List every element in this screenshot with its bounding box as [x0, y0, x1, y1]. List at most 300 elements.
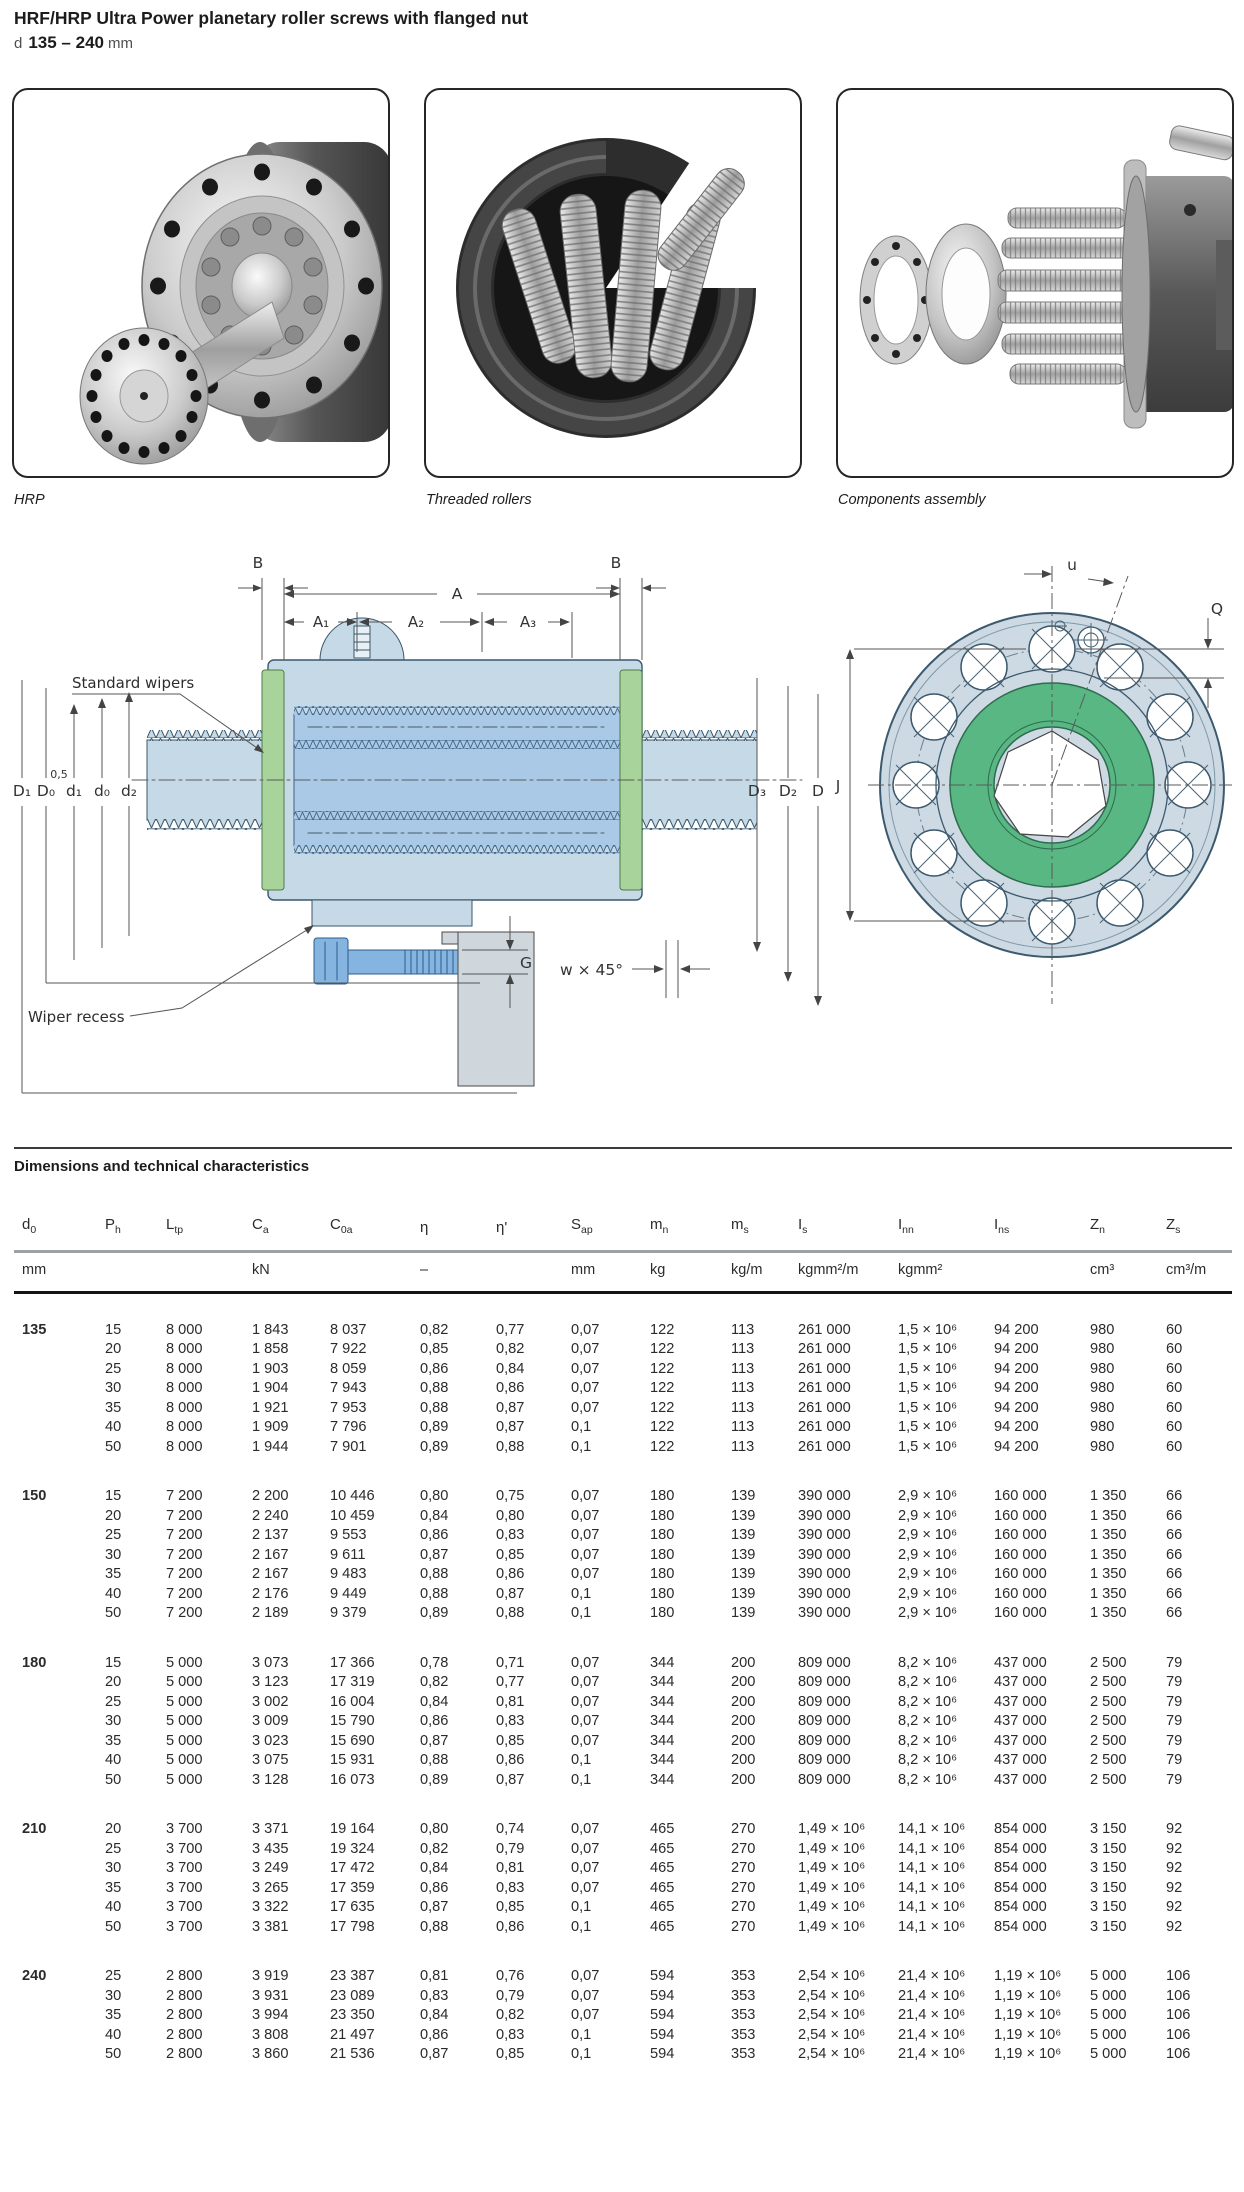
hrp-photo-illustration [14, 90, 388, 476]
data-cell: 2 500 [1090, 1752, 1127, 1768]
data-cell: 122 [650, 1341, 675, 1357]
wiper-recess-annotation [28, 925, 314, 1026]
d0-cell [14, 1507, 97, 1527]
dim-label-d0: d₀ [93, 782, 111, 800]
data-cell: 21,4 × 10⁶ [898, 2046, 966, 2062]
data-cell: 60 [1166, 1380, 1183, 1396]
dim-label-d1: d₁ [65, 782, 83, 800]
data-cell: 0,86 [420, 1527, 449, 1543]
data-cell: 0,79 [496, 1987, 525, 2004]
data-cell: 854 000 [994, 1918, 1047, 1935]
data-cell: 94 200 [994, 1399, 1039, 1416]
data-cell: 106 [1166, 2046, 1191, 2062]
data-cell: 79 [1166, 1732, 1183, 1749]
data-cell: 0,80 [496, 1507, 525, 1524]
data-cell: 7 200 [166, 1546, 203, 1563]
dim-label-d2: d₂ [120, 782, 138, 800]
data-cell: 980 [1090, 1341, 1115, 1357]
data-cell: 0,89 [420, 1419, 449, 1435]
flange-ring [860, 236, 932, 364]
data-cell: 14,1 × 10⁶ [898, 1860, 966, 1876]
data-cell: 139 [731, 1507, 756, 1524]
data-cell: 113 [731, 1380, 755, 1396]
data-cell: 0,87 [420, 1899, 449, 1915]
data-cell: 0,81 [496, 1860, 525, 1876]
data-cell: 2 500 [1090, 1654, 1127, 1671]
photo-caption-hrp: HRP [14, 492, 45, 508]
data-cell: 21,4 × 10⁶ [898, 1968, 966, 1984]
data-cell: 1,19 × 10⁶ [994, 1987, 1062, 2004]
data-cell: 0,78 [420, 1654, 449, 1671]
table-row [14, 1712, 1232, 1732]
data-cell: 9 553 [330, 1527, 367, 1543]
dim-label-b-right: B [610, 554, 622, 572]
data-cell: 60 [1166, 1438, 1183, 1455]
photo-caption-components-assembly: Components assembly [838, 492, 986, 508]
data-cell: 7 943 [330, 1380, 367, 1396]
data-cell: 261 000 [798, 1438, 851, 1455]
data-cell: 0,89 [420, 1438, 449, 1455]
data-cell: 5 000 [1090, 2026, 1127, 2043]
data-cell: 180 [650, 1605, 675, 1621]
table-row [14, 1526, 1232, 1546]
data-cell: 2,9 × 10⁶ [898, 1605, 958, 1621]
section-divider [14, 1147, 1232, 1149]
data-cell: 3 381 [252, 1918, 289, 1935]
data-cell: 0,88 [420, 1752, 449, 1768]
data-cell: 30 [105, 1987, 122, 2004]
roller-set [998, 208, 1132, 384]
data-cell: 8,2 × 10⁶ [898, 1674, 958, 1690]
data-cell: 1,5 × 10⁶ [898, 1360, 958, 1377]
table-section-title: Dimensions and technical characteristics [14, 1158, 310, 1175]
data-cell: 594 [650, 2007, 675, 2023]
data-cell: 0,07 [571, 1507, 600, 1524]
data-cell: 160 000 [994, 1566, 1047, 1582]
table-row [14, 1693, 1232, 1713]
data-cell: 139 [731, 1605, 756, 1621]
dim-label-a2: A₂ [407, 613, 425, 631]
data-cell: 10 446 [330, 1488, 375, 1504]
data-cell: 3 150 [1090, 1899, 1127, 1915]
table-row [14, 1487, 1232, 1507]
column-header: $d_0$ [22, 1216, 37, 1236]
data-cell: 0,83 [496, 1879, 525, 1896]
dimensions-table [14, 1206, 1232, 2065]
table-row [14, 1771, 1232, 1791]
data-cell: 344 [650, 1713, 675, 1729]
data-cell: 344 [650, 1752, 675, 1768]
data-cell: 15 931 [330, 1752, 375, 1768]
data-cell: 437 000 [994, 1771, 1047, 1788]
data-cell: 0,82 [420, 1674, 449, 1690]
data-cell: 980 [1090, 1419, 1115, 1435]
data-cell: 5 000 [1090, 2046, 1127, 2062]
dimension-lines-right [753, 678, 822, 1006]
data-cell: 5 000 [1090, 2007, 1127, 2023]
diameter-unit: mm [107, 35, 133, 52]
product-photo-threaded-rollers [424, 88, 802, 478]
data-cell: 3 700 [166, 1840, 203, 1857]
data-cell: 0,84 [420, 1860, 449, 1876]
size-group-240 [14, 1967, 1232, 2065]
d0-cell [14, 2045, 97, 2065]
data-cell: 344 [650, 1654, 675, 1671]
dim-label-D0-sup: 0,5 [50, 768, 68, 781]
data-cell: 94 200 [994, 1321, 1039, 1338]
svg-text:Wiper recess: Wiper recess [28, 1008, 125, 1026]
data-cell: 0,88 [496, 1438, 525, 1455]
data-cell: 92 [1166, 1840, 1183, 1857]
data-cell: 261 000 [798, 1321, 851, 1338]
carrier-ring [926, 224, 1006, 364]
data-cell: 0,86 [496, 1380, 525, 1396]
data-cell: 50 [105, 1438, 122, 1455]
data-cell: 1 921 [252, 1399, 289, 1416]
data-cell: 40 [105, 2026, 122, 2043]
table-row [14, 1399, 1232, 1419]
data-cell: 5 000 [166, 1693, 203, 1710]
data-cell: 21 536 [330, 2046, 375, 2062]
data-cell: 1,5 × 10⁶ [898, 1380, 958, 1396]
data-cell: 0,07 [571, 1399, 600, 1416]
data-cell: 106 [1166, 2007, 1191, 2023]
data-cell: 2,54 × 10⁶ [798, 2026, 866, 2043]
data-cell: 40 [105, 1752, 122, 1768]
data-cell: 7 200 [166, 1585, 203, 1602]
data-cell: 0,07 [571, 1527, 600, 1543]
data-cell: 0,71 [496, 1654, 525, 1671]
column-header: $L_{tp}$ [166, 1216, 184, 1236]
data-cell: 21,4 × 10⁶ [898, 2007, 966, 2023]
data-cell: 0,84 [420, 1693, 449, 1710]
unit-label: kg/m [731, 1261, 763, 1278]
data-cell: 3 700 [166, 1821, 203, 1837]
data-cell: 0,1 [571, 1918, 592, 1935]
data-cell: 30 [105, 1713, 122, 1729]
data-cell: 8,2 × 10⁶ [898, 1713, 958, 1729]
data-cell: 0,07 [571, 1360, 600, 1377]
data-cell: 0,1 [571, 1605, 592, 1621]
data-cell: 2 500 [1090, 1693, 1127, 1710]
data-cell: 16 004 [330, 1693, 375, 1710]
d0-cell [14, 1604, 97, 1624]
unit-label: kN [252, 1261, 270, 1278]
size-group-150 [14, 1487, 1232, 1624]
data-cell: 0,89 [420, 1771, 449, 1788]
data-cell: 3 075 [252, 1752, 289, 1768]
d0-cell [14, 1546, 97, 1566]
data-cell: 0,1 [571, 1585, 592, 1602]
data-cell: 50 [105, 1605, 122, 1621]
data-cell: 160 000 [994, 1527, 1047, 1543]
svg-text:J: J [835, 777, 841, 795]
data-cell: 465 [650, 1918, 675, 1935]
data-cell: 0,83 [496, 1527, 525, 1543]
data-cell: 0,1 [571, 1899, 592, 1915]
data-cell: 270 [731, 1899, 756, 1915]
data-cell: 0,87 [496, 1585, 525, 1602]
data-cell: 5 000 [1090, 1987, 1127, 2004]
unit-label [488, 1262, 563, 1282]
data-cell: 3 150 [1090, 1860, 1127, 1876]
d0-cell [14, 1340, 97, 1360]
svg-text:G: G [520, 954, 533, 972]
d0-cell: 150 [22, 1488, 47, 1504]
data-cell: 139 [731, 1546, 756, 1563]
data-cell: 353 [731, 1968, 756, 1984]
data-cell: 1 858 [252, 1341, 289, 1357]
data-cell: 23 387 [330, 1968, 375, 1984]
data-cell: 30 [105, 1380, 122, 1396]
unit-label: mm [22, 1261, 47, 1278]
table-row [14, 2045, 1232, 2065]
data-cell: 2 137 [252, 1527, 289, 1543]
data-cell: 7 200 [166, 1566, 203, 1582]
data-cell: 200 [731, 1771, 756, 1788]
d0-cell [14, 2026, 97, 2046]
data-cell: 25 [105, 1693, 122, 1710]
data-cell: 3 860 [252, 2046, 289, 2062]
data-cell: 344 [650, 1732, 675, 1749]
data-cell: 980 [1090, 1321, 1115, 1338]
data-cell: 7 200 [166, 1488, 203, 1504]
data-cell: 3 700 [166, 1918, 203, 1935]
d0-cell [14, 1379, 97, 1399]
data-cell: 0,80 [420, 1488, 449, 1504]
data-cell: 1 903 [252, 1360, 289, 1377]
table-row [14, 1967, 1232, 1987]
data-cell: 854 000 [994, 1899, 1047, 1915]
data-cell: 809 000 [798, 1654, 851, 1671]
data-cell: 79 [1166, 1654, 1183, 1671]
data-cell: 0,76 [496, 1968, 525, 1984]
data-cell: 809 000 [798, 1674, 851, 1690]
data-cell: 15 [105, 1488, 122, 1504]
data-cell: 3 322 [252, 1899, 289, 1915]
data-cell: 8 000 [166, 1360, 203, 1377]
mounting-bolt [314, 938, 458, 984]
data-cell: 390 000 [798, 1585, 851, 1602]
table-row [14, 2026, 1232, 2046]
data-cell: 14,1 × 10⁶ [898, 1840, 966, 1857]
d0-cell [14, 1693, 97, 1713]
data-cell: 344 [650, 1674, 675, 1690]
data-cell: 7 200 [166, 1605, 203, 1621]
data-cell: 8 037 [330, 1321, 367, 1338]
data-cell: 353 [731, 2026, 756, 2043]
data-cell: 7 922 [330, 1341, 367, 1357]
data-cell: 353 [731, 1987, 756, 2004]
data-cell: 19 324 [330, 1840, 375, 1857]
data-cell: 2 176 [252, 1585, 289, 1602]
data-cell: 79 [1166, 1674, 1183, 1690]
data-cell: 1,49 × 10⁶ [798, 1840, 866, 1857]
data-cell: 35 [105, 2007, 122, 2023]
data-cell: 7 953 [330, 1399, 367, 1416]
data-cell: 437 000 [994, 1693, 1047, 1710]
diameter-range: 135 – 240 [28, 33, 104, 52]
data-cell: 0,07 [571, 1987, 600, 2004]
data-cell: 20 [105, 1341, 122, 1357]
data-cell: 23 350 [330, 2007, 375, 2023]
data-cell: 160 000 [994, 1585, 1047, 1602]
data-cell: 106 [1166, 2026, 1191, 2043]
d0-cell [14, 1673, 97, 1693]
data-cell: 0,07 [571, 2007, 600, 2023]
data-cell: 1,49 × 10⁶ [798, 1918, 866, 1935]
data-cell: 353 [731, 2007, 756, 2023]
d0-cell [14, 1771, 97, 1791]
data-cell: 5 000 [166, 1732, 203, 1749]
data-cell: 66 [1166, 1546, 1183, 1563]
unit-label [158, 1262, 244, 1282]
data-cell: 160 000 [994, 1605, 1047, 1621]
components-assembly-illustration [838, 90, 1234, 476]
data-cell: 21,4 × 10⁶ [898, 1987, 966, 2004]
data-cell: 66 [1166, 1566, 1183, 1582]
data-cell: 0,85 [496, 1899, 525, 1915]
column-header: $m_s$ [731, 1216, 749, 1236]
data-cell: 180 [650, 1546, 675, 1563]
data-cell: 1 904 [252, 1380, 289, 1396]
data-cell: 15 [105, 1321, 122, 1338]
data-cell: 50 [105, 1918, 122, 1935]
data-cell: 0,86 [420, 1360, 449, 1377]
data-cell: 1,5 × 10⁶ [898, 1321, 958, 1338]
data-cell: 0,07 [571, 1341, 600, 1357]
data-cell: 106 [1166, 1987, 1191, 2004]
data-cell: 122 [650, 1380, 675, 1396]
data-cell: 0,88 [420, 1399, 449, 1416]
threaded-rollers-illustration [426, 90, 800, 476]
data-cell: 5 000 [166, 1771, 203, 1788]
data-cell: 2 167 [252, 1566, 289, 1582]
data-cell: 40 [105, 1899, 122, 1915]
data-cell: 5 000 [166, 1713, 203, 1729]
table-row [14, 1673, 1232, 1693]
unit-label: kgmm²/m [798, 1261, 859, 1278]
unit-label: kgmm² [898, 1261, 943, 1278]
data-cell: 2,9 × 10⁶ [898, 1507, 958, 1524]
data-cell: 0,85 [496, 1546, 525, 1563]
d0-cell [14, 1360, 97, 1380]
data-cell: 0,88 [420, 1380, 449, 1396]
data-cell: 7 200 [166, 1527, 203, 1543]
dim-label-b-left: B [252, 554, 264, 572]
data-cell: 270 [731, 1918, 756, 1935]
data-cell: 3 700 [166, 1879, 203, 1896]
data-cell: 79 [1166, 1693, 1183, 1710]
cross-section-view [132, 618, 802, 1086]
data-cell: 17 472 [330, 1860, 375, 1876]
data-cell: 3 700 [166, 1860, 203, 1876]
data-cell: 2 167 [252, 1546, 289, 1563]
data-cell: 0,86 [420, 1713, 449, 1729]
data-cell: 0,88 [420, 1566, 449, 1582]
data-cell: 261 000 [798, 1360, 851, 1377]
data-cell: 2 240 [252, 1507, 289, 1524]
data-cell: 2 189 [252, 1605, 289, 1621]
data-cell: 66 [1166, 1605, 1183, 1621]
data-cell: 1 350 [1090, 1527, 1127, 1543]
d0-cell [14, 1859, 97, 1879]
data-cell: 0,07 [571, 1488, 600, 1504]
data-cell: 60 [1166, 1399, 1183, 1416]
data-cell: 79 [1166, 1752, 1183, 1768]
data-cell: 2,54 × 10⁶ [798, 2007, 866, 2023]
unit-label: cm³/m [1166, 1261, 1207, 1278]
column-header: $S_{ap}$ [571, 1216, 593, 1236]
data-cell: 17 359 [330, 1879, 375, 1896]
data-cell: 0,87 [420, 1732, 449, 1749]
table-row [14, 1840, 1232, 1860]
data-cell: 3 435 [252, 1840, 289, 1857]
data-cell: 3 150 [1090, 1918, 1127, 1935]
data-cell: 2 500 [1090, 1674, 1127, 1690]
data-cell: 50 [105, 2046, 122, 2062]
data-cell: 437 000 [994, 1713, 1047, 1729]
data-cell: 0,88 [420, 1918, 449, 1935]
data-cell: 0,88 [420, 1585, 449, 1602]
dim-label-a3: A₃ [519, 613, 537, 631]
data-cell: 353 [731, 2046, 756, 2062]
d0-cell [14, 1418, 97, 1438]
data-cell: 17 319 [330, 1674, 375, 1690]
data-cell: 270 [731, 1840, 756, 1857]
svg-text:Standard wipers: Standard wipers [72, 674, 195, 692]
data-cell: 0,84 [420, 2007, 449, 2023]
data-cell: 390 000 [798, 1605, 851, 1621]
data-cell: 94 200 [994, 1341, 1039, 1357]
data-cell: 0,07 [571, 1968, 600, 1984]
data-cell: 7 200 [166, 1507, 203, 1524]
data-cell: 390 000 [798, 1527, 851, 1543]
data-cell: 30 [105, 1546, 122, 1563]
data-cell: 122 [650, 1321, 675, 1338]
data-cell: 17 798 [330, 1918, 375, 1935]
data-cell: 1,19 × 10⁶ [994, 2007, 1062, 2023]
data-cell: 1 350 [1090, 1507, 1127, 1524]
table-row [14, 1565, 1232, 1585]
data-cell: 0,83 [496, 2026, 525, 2043]
data-cell: 122 [650, 1438, 675, 1455]
data-cell: 3 150 [1090, 1840, 1127, 1857]
data-cell: 0,82 [496, 2007, 525, 2023]
data-cell: 8,2 × 10⁶ [898, 1732, 958, 1749]
data-cell: 8 000 [166, 1419, 203, 1435]
data-cell: 1,19 × 10⁶ [994, 1968, 1062, 1984]
unit-label: kg [650, 1261, 666, 1278]
data-cell: 1,49 × 10⁶ [798, 1879, 866, 1896]
data-cell: 8,2 × 10⁶ [898, 1654, 958, 1671]
unit-label: – [420, 1261, 429, 1278]
d0-cell [14, 1438, 97, 1458]
data-cell: 0,84 [496, 1360, 525, 1377]
data-cell: 92 [1166, 1899, 1183, 1915]
data-cell: 1,5 × 10⁶ [898, 1341, 958, 1357]
data-cell: 1,49 × 10⁶ [798, 1860, 866, 1876]
data-cell: 809 000 [798, 1771, 851, 1788]
table-row [14, 1360, 1232, 1380]
data-cell: 0,87 [420, 2046, 449, 2062]
data-cell: 0,83 [496, 1713, 525, 1729]
data-cell: 2 800 [166, 2026, 203, 2043]
d0-cell [14, 1526, 97, 1546]
data-cell: 92 [1166, 1821, 1183, 1837]
data-cell: 594 [650, 2026, 675, 2043]
data-cell: 66 [1166, 1585, 1183, 1602]
